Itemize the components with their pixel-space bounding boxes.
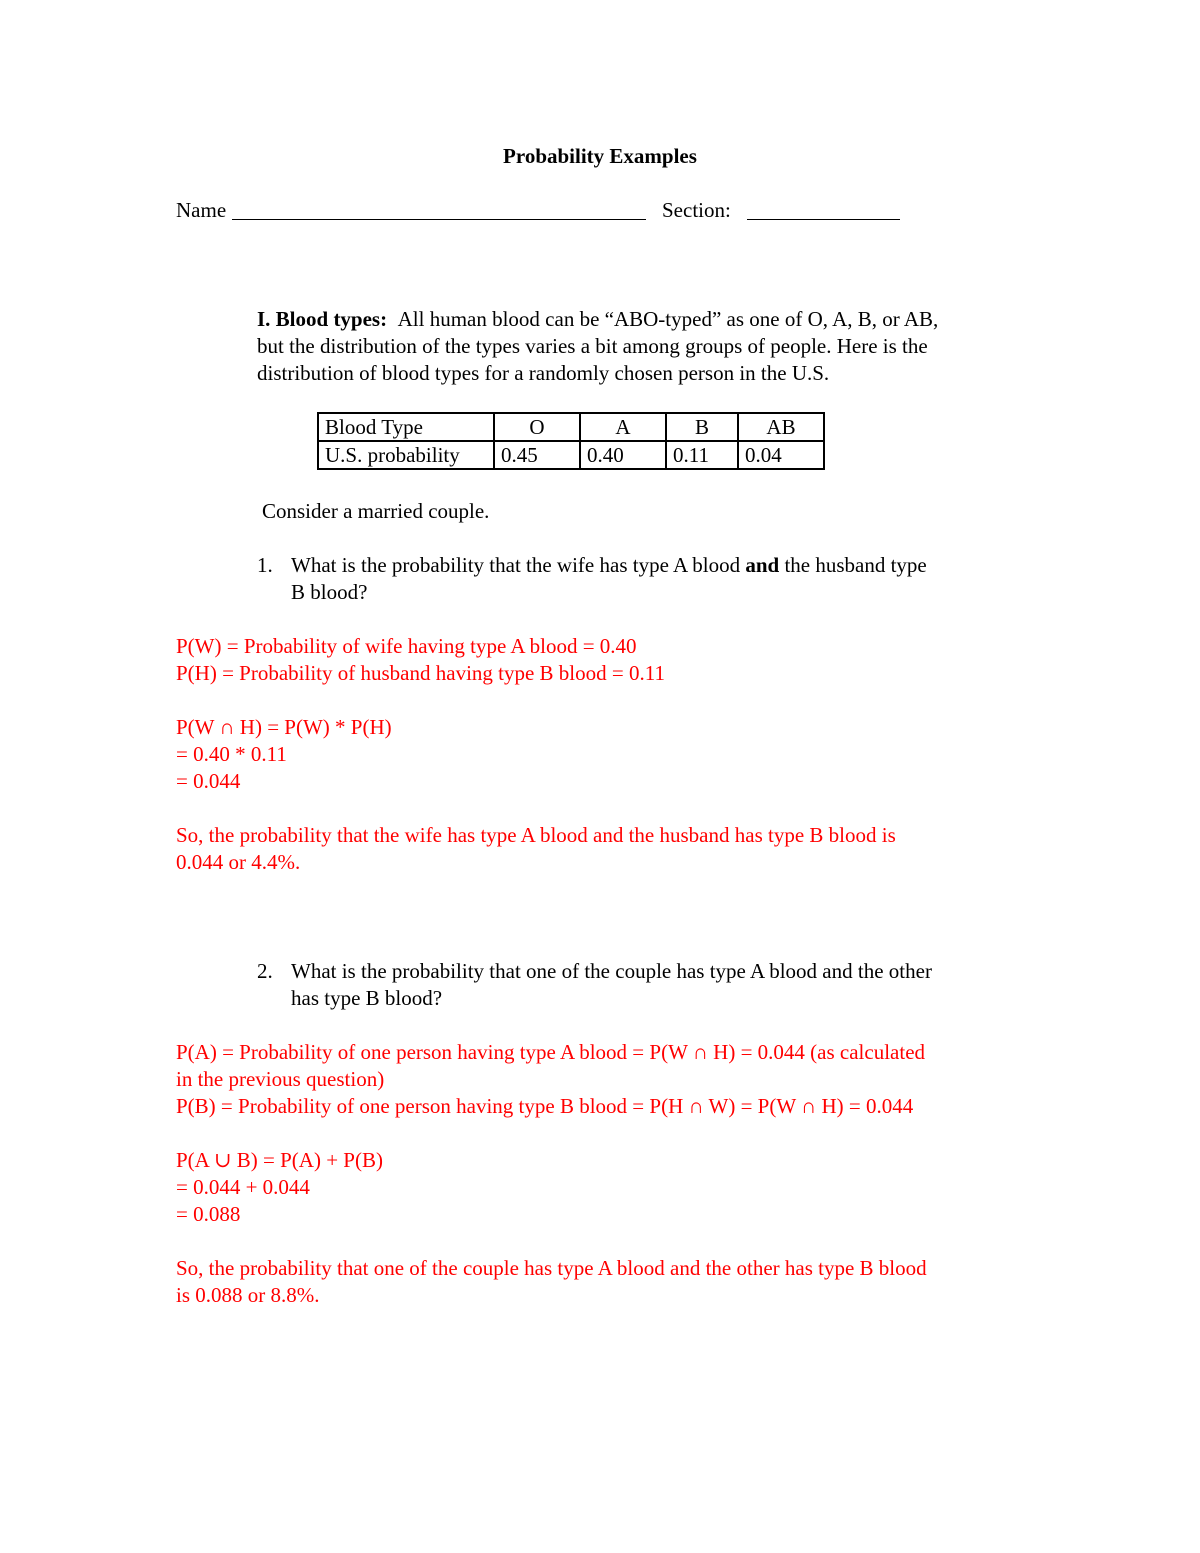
- consider-text: Consider a married couple.: [262, 499, 490, 523]
- table-row: [318, 441, 824, 469]
- table-cell: U.S. probability: [318, 441, 494, 469]
- q2-answer-line: P(B) = Probability of one person having type B blood = P(H ∩ W) = P(W ∩ H) = 0.044: [176, 1094, 914, 1118]
- name-blank-line[interactable]: [232, 219, 646, 220]
- intro-line-3: distribution of blood types for a randomly chosen person in the U.S.: [257, 361, 830, 385]
- name-label: Name: [176, 198, 227, 222]
- table-header-cell: O: [494, 413, 580, 441]
- question-1-number: 1.: [257, 553, 273, 577]
- table-cell: 0.45: [494, 441, 580, 469]
- question-2-line-1: What is the probability that one of the couple has type A blood and the other: [291, 959, 932, 983]
- table-cell: 0.11: [666, 441, 738, 469]
- page-title: Probability Examples: [503, 144, 697, 168]
- intro-line-2: but the distribution of the types varies a bit among groups of people. Here is the: [257, 334, 928, 358]
- question-2-line-2: has type B blood?: [291, 986, 443, 1010]
- q2-conclusion-line: is 0.088 or 8.8%.: [176, 1283, 320, 1307]
- q2-answer-line: P(A ∪ B) = P(A) + P(B): [176, 1148, 383, 1172]
- intro-text-1: All human blood can be “ABO-typed” as one of O, A, B, or AB,: [397, 307, 939, 331]
- table-cell: 0.40: [580, 441, 666, 469]
- intro-heading: I. Blood types:: [257, 307, 388, 331]
- q2-answer-line: P(A) = Probability of one person having type A blood = P(W ∩ H) = 0.044 (as calculated: [176, 1040, 926, 1064]
- table-header-cell: Blood Type: [318, 413, 494, 441]
- question-1-text-before: What is the probability that the wife has type A blood: [291, 553, 746, 577]
- blood-type-table: [317, 412, 825, 470]
- q1-answer-line: = 0.044: [176, 769, 241, 793]
- q1-answer-line: P(W) = Probability of wife having type A blood = 0.40: [176, 634, 637, 658]
- table-header-cell: B: [666, 413, 738, 441]
- table-header-row: [318, 413, 824, 441]
- q1-answer-line: P(H) = Probability of husband having type B blood = 0.11: [176, 661, 665, 685]
- section-blank-line[interactable]: [747, 219, 900, 220]
- q1-conclusion-line: So, the probability that the wife has type A blood and the husband has type B blood is: [176, 823, 896, 847]
- q2-answer-line: = 0.088: [176, 1202, 241, 1226]
- q2-answer-line: = 0.044 + 0.044: [176, 1175, 310, 1199]
- table-header-cell: AB: [738, 413, 824, 441]
- section-label: Section:: [662, 198, 731, 222]
- intro-line-1: [257, 306, 1037, 333]
- q2-answer-line: in the previous question): [176, 1067, 385, 1091]
- question-1-text-after: the husband type: [779, 553, 927, 577]
- q1-answer-line: = 0.40 * 0.11: [176, 742, 287, 766]
- q2-conclusion-line: So, the probability that one of the couple has type A blood and the other has type B blood: [176, 1256, 927, 1280]
- q1-conclusion-line: 0.044 or 4.4%.: [176, 850, 301, 874]
- question-1-line-1: [291, 552, 1021, 579]
- table-cell: 0.04: [738, 441, 824, 469]
- question-2-number: 2.: [257, 959, 273, 983]
- question-1-text-bold: and: [745, 553, 780, 577]
- table-header-cell: A: [580, 413, 666, 441]
- question-1-line-2: B blood?: [291, 580, 368, 604]
- q1-answer-line: P(W ∩ H) = P(W) * P(H): [176, 715, 392, 739]
